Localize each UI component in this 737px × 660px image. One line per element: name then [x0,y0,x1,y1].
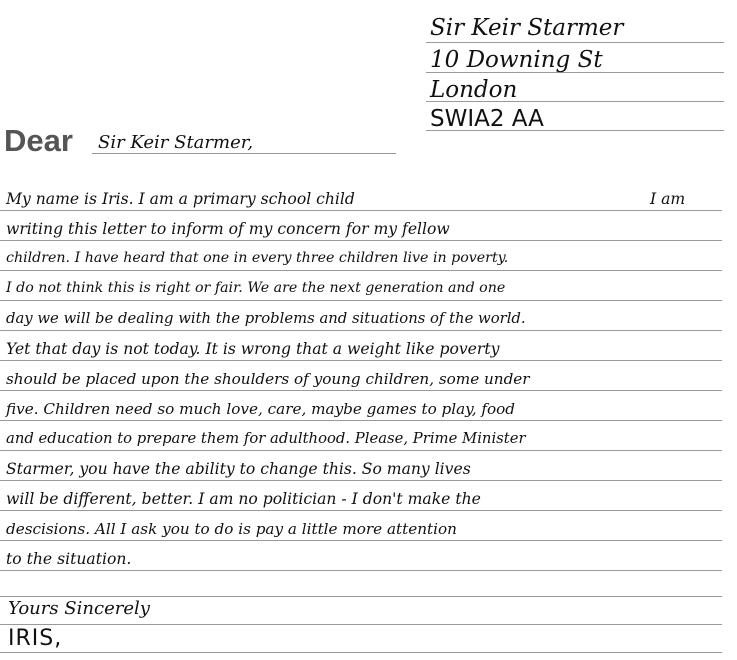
address-name: Sir Keir Starmer [430,15,624,41]
body-rule [0,300,722,301]
body-rule [0,480,722,481]
body-line-2: writing this letter to inform of my concern for my fellow [6,220,450,238]
body-rule [0,540,722,541]
salutation-rule [92,153,396,154]
body-rule [0,420,722,421]
body-line-1-end: I am [650,190,686,208]
address-rule-1 [426,42,724,43]
body-line-13: to the situation. [6,550,132,568]
body-rule [0,360,722,361]
body-rule [0,510,722,511]
address-city: London [430,77,518,103]
salutation-name: Sir Keir Starmer, [98,132,254,153]
body-rule [0,270,722,271]
body-line-7: should be placed upon the shoulders of young children, some under [6,370,530,388]
body-line-4: I do not think this is right or fair. We are the next generation and one [6,280,506,296]
body-line-11: will be different, better. I am no politician - I don't make the [6,490,481,508]
body-line-5: day we will be dealing with the problems and situations of the world. [6,310,526,327]
body-rule [0,390,722,391]
body-line-3: children. I have heard that one in every three children live in poverty. [6,250,509,266]
body-rule [0,624,722,625]
body-line-10: Starmer, you have the ability to change this. So many lives [6,460,471,478]
address-postcode: SWIA2 AA [430,106,544,132]
body-rule [0,450,722,451]
body-line-12: descisions. All I ask you to do is pay a little more attention [6,520,457,538]
address-street: 10 Downing St [430,47,603,73]
body-rule [0,210,722,211]
body-rule [0,240,722,241]
body-line-9: and education to prepare them for adulthood. Please, Prime Minister [6,430,526,447]
closing-sign-off: Yours Sincerely [8,598,150,619]
body-line-1: My name is Iris. I am a primary school child [6,190,355,208]
signature: IRIS, [8,626,63,651]
body-rule [0,652,722,653]
body-rule [0,570,722,571]
body-rule [0,596,722,597]
body-line-8: five. Children need so much love, care, maybe games to play, food [6,400,516,418]
body-line-6: Yet that day is not today. It is wrong that a weight like poverty [6,340,500,358]
body-rule [0,330,722,331]
dear-label: Dear [4,123,73,158]
